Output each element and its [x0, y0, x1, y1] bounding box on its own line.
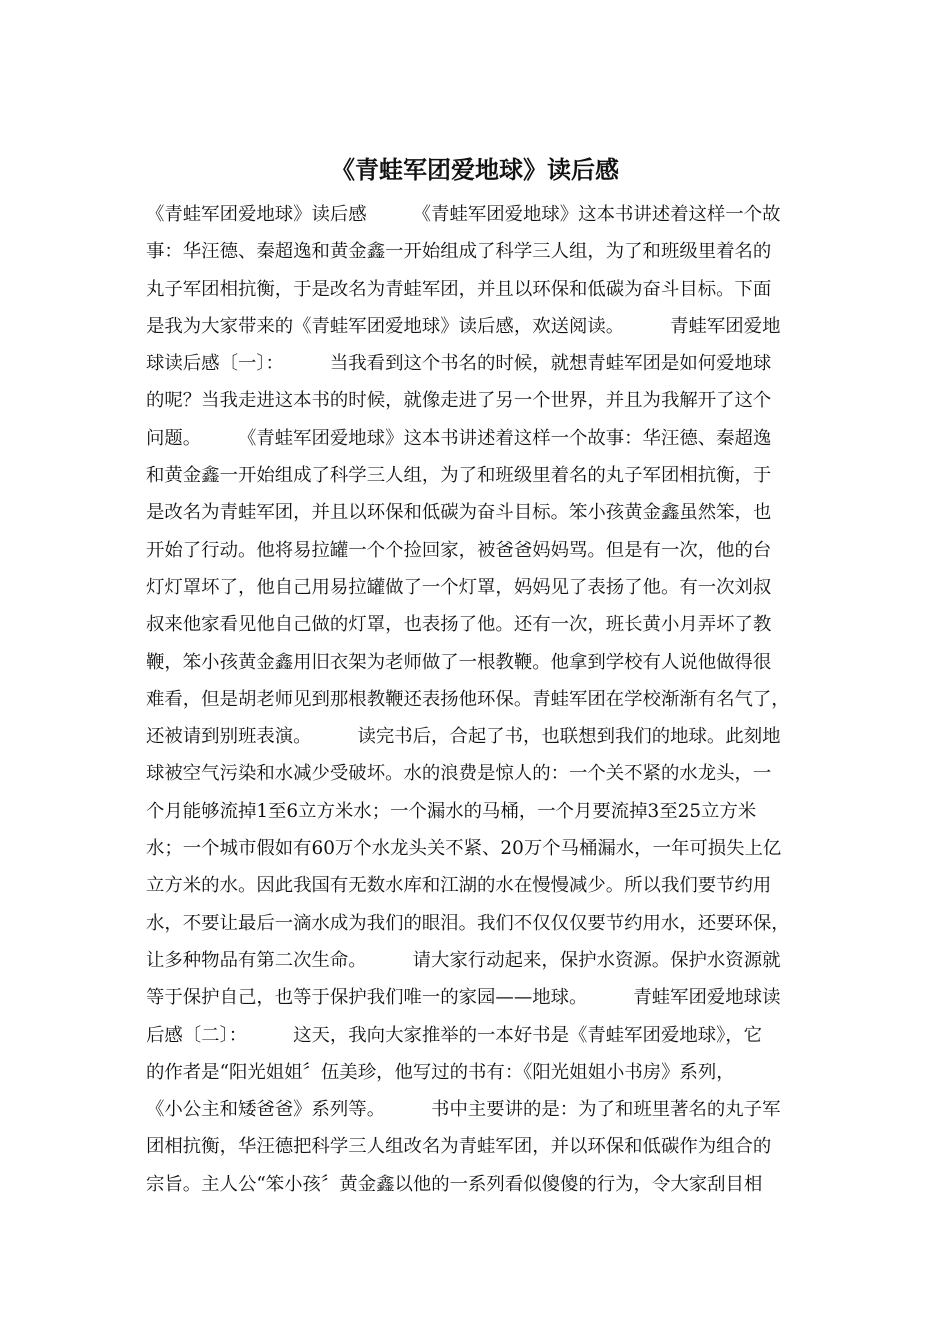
body-line: 个月能够流掉1至6立方米水；一个漏水的马桶，一个月要流掉3至25立方米: [146, 800, 757, 822]
body-line: 开始了行动。他将易拉罐一个个捡回家，被爸爸妈妈骂。但是有一次，他的台: [146, 539, 772, 561]
body-line: 立方米的水。因此我国有无数水库和江湖的水在慢慢减少。所以我们要节约用: [146, 875, 772, 897]
body-line: 和黄金鑫一开始组成了科学三人组，为了和班级里着名的丸子军团相抗衡，于: [146, 465, 772, 487]
body-line: 球被空气污染和水减少受破坏。水的浪费是惊人的：一个关不紧的水龙头，一: [146, 763, 772, 785]
body-line: 的呢？当我走进这本书的时候，就像走进了另一个世界，并且为我解开了这个: [146, 390, 772, 412]
body-line: 团相抗衡，华汪德把科学三人组改名为青蛙军团，并以环保和低碳作为组合的: [146, 1136, 772, 1158]
document-body: [146, 196, 816, 1203]
body-line: 《小公主和矮爸爸》系列等。 书中主要讲的是：为了和班里著名的丸子军: [146, 1099, 781, 1121]
body-line: 等于保护自己，也等于保护我们唯一的家园——地球。 青蛙军团爱地球读: [146, 987, 781, 1009]
body-line: 叔来他家看见他自己做的灯罩，也表扬了他。还有一次，班长黄小月弄坏了教: [146, 614, 772, 636]
body-line: 灯灯罩坏了，他自己用易拉罐做了一个灯罩，妈妈见了表扬了他。有一次刘叔: [146, 576, 772, 598]
body-line: 问题。 《青蛙军团爱地球》这本书讲述着这样一个故事：华汪德、秦超逸: [146, 427, 772, 449]
body-line: 水；一个城市假如有60万个水龙头关不紧、20万个马桶漏水，一年可损失上亿: [146, 838, 782, 860]
body-line: 丸子军团相抗衡，于是改名为青蛙军团，并且以环保和低碳为奋斗目标。下面: [146, 278, 772, 300]
body-line: 还被请到别班表演。 读完书后，合起了书，也联想到我们的地球。此刻地: [146, 726, 781, 748]
document-title: 《青蛙军团爱地球》读后感: [331, 156, 619, 184]
body-line: 球读后感〔一〕： 当我看到这个书名的时候，就想青蛙军团是如何爱地球: [146, 353, 772, 375]
body-line: 后感〔二〕： 这天，我向大家推举的一本好书是《青蛙军团爱地球》，它: [146, 1024, 763, 1046]
body-line: 是我为大家带来的《青蛙军团爱地球》读后感，欢送阅读。 青蛙军团爱地: [146, 315, 781, 337]
body-line: 难看，但是胡老师见到那根教鞭还表扬他环保。青蛙军团在学校渐渐有名气了，: [146, 688, 790, 710]
body-line: 宗旨。主人公“笨小孩〞黄金鑫以他的一系列看似傻傻的行为，令大家刮目相: [146, 1173, 763, 1195]
body-line: 的作者是“阳光姐姐〞伍美珍，他写过的书有：《阳光姐姐小书房》系列，: [146, 1061, 735, 1083]
body-line: 让多种物品有第二次生命。 请大家行动起来，保护水资源。保护水资源就: [146, 949, 781, 971]
body-line: 事：华汪德、秦超逸和黄金鑫一开始组成了科学三人组，为了和班级里着名的: [146, 241, 772, 263]
body-line: 鞭，笨小孩黄金鑫用旧衣架为老师做了一根教鞭。他拿到学校有人说他做得很: [146, 651, 772, 673]
body-line: 《青蛙军团爱地球》读后感 《青蛙军团爱地球》这本书讲述着这样一个故: [146, 204, 781, 225]
body-line: 水，不要让最后一滴水成为我们的眼泪。我们不仅仅仅要节约用水，还要环保，: [146, 912, 790, 934]
body-line: 是改名为青蛙军团，并且以环保和低碳为奋斗目标。笨小孩黄金鑫虽然笨，也: [146, 502, 772, 524]
